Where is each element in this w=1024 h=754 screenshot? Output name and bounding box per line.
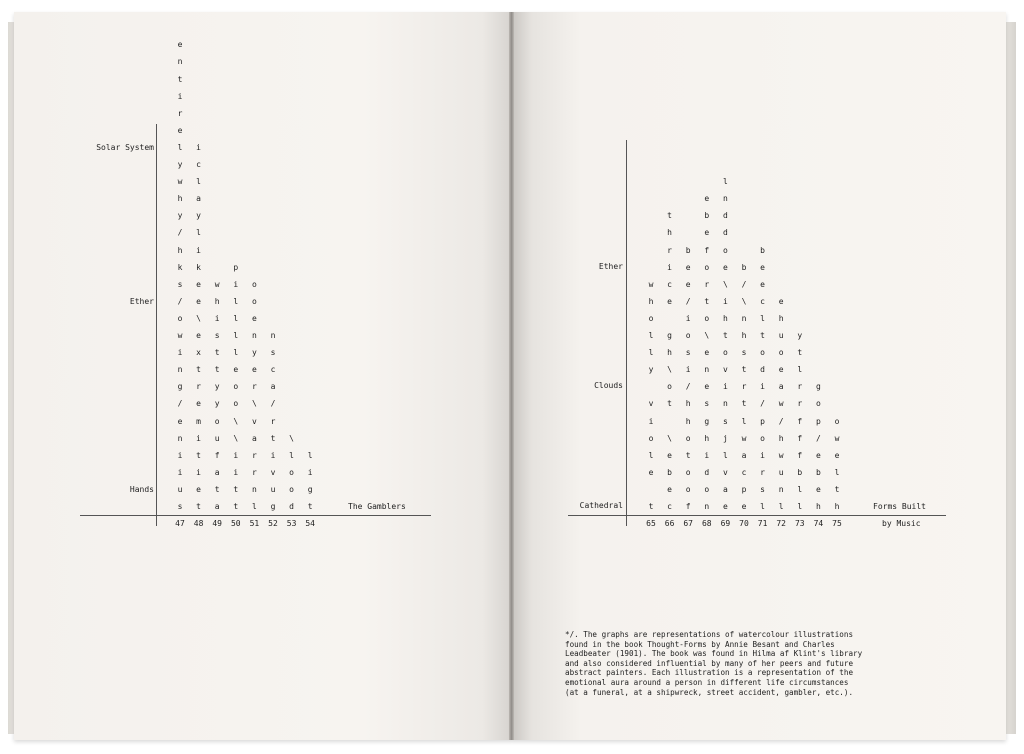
right-graph-letter: o [760, 348, 765, 358]
right-graph-letter: o [685, 467, 691, 477]
left-graph-letter: i [233, 467, 239, 477]
right-graph-letter: o [704, 262, 710, 272]
left-series-name: The Gamblers [348, 502, 406, 511]
right-y-axis [626, 140, 627, 526]
left-graph-letter: l [177, 142, 183, 152]
right-graph-letter: e [704, 348, 710, 358]
footnote: */. The graphs are representations of watercolour illustrations found in the book Thought-Forms by Annie Besant and Charles Leadbeater (1901). The book was found in Hilma af Klint's library and also considered influential by many of her peers and future abstract painters. Each illustration is a representation of the emotional aura around a person in different life circumstances (at a funeral, at a shipwreck, street accident, gambler, etc.). [565, 630, 863, 697]
right-graph-letter: / [778, 416, 784, 426]
left-graph-letter: r [251, 450, 257, 460]
left-graph-letter: \ [196, 313, 201, 323]
left-x-tick-label: 54 [305, 519, 315, 528]
left-graph-letter: d [289, 502, 294, 511]
left-graph-letter: n [177, 433, 183, 443]
right-graph-letter: n [722, 399, 728, 409]
right-graph-letter: u [778, 467, 784, 477]
left-graph-letter: \ [251, 399, 257, 409]
right-graph-letter: p [741, 484, 747, 494]
right-graph-letter: t [741, 399, 747, 409]
left-graph-letter: i [196, 245, 201, 255]
right-x-tick-label: 68 [701, 519, 712, 528]
left-graph-letter: t [196, 502, 201, 511]
right-graph-letter: r [797, 382, 803, 392]
left-graph-letter: s [177, 279, 183, 289]
right-graph-letter: s [760, 484, 765, 494]
right-graph-letter: / [760, 399, 765, 409]
right-graph-letter: c [760, 296, 765, 306]
right-graph-letter: y [797, 331, 803, 340]
right-graph-letter: h [685, 416, 691, 426]
left-graph-letter: m [196, 416, 201, 426]
left-graph-letter: c [196, 160, 201, 169]
right-graph-letter: h [834, 502, 840, 511]
left-graph-letter: y [177, 160, 183, 169]
right-graph-letter: i [722, 382, 728, 392]
right-graph-letter: f [797, 433, 803, 443]
left-graph-letter: l [307, 450, 313, 460]
right-graph-letter: j [722, 433, 728, 443]
right-graph-letter: s [685, 348, 691, 358]
right-graph-letter: l [648, 348, 654, 358]
right-graph-letter: e [704, 228, 710, 238]
left-x-tick-label: 48 [193, 519, 204, 528]
right-graph-letter: h [741, 331, 747, 340]
right-graph-letter: o [722, 245, 728, 255]
left-graph-letter: i [177, 467, 183, 477]
left-graph-letter: y [251, 348, 257, 358]
left-graph-letter: i [196, 467, 201, 477]
right-graph-letter: w [741, 433, 747, 443]
right-y-label: Cathedral [579, 501, 623, 511]
right-graph-letter: e [722, 502, 728, 511]
left-graph-letter: n [251, 331, 257, 340]
left-x-tick-label: 52 [268, 519, 278, 528]
right-graph-letter: e [667, 450, 672, 460]
right-graph-letter: / [815, 433, 821, 443]
left-y-label: Hands [129, 485, 154, 495]
right-graph-letter: l [760, 313, 765, 323]
left-graph-letter: s [270, 348, 276, 358]
right-graph-letter: r [667, 245, 672, 255]
right-graph-letter: l [722, 177, 728, 187]
left-graph-letter: y [177, 211, 183, 221]
right-graph-letter: r [760, 467, 765, 477]
right-graph-letter: h [667, 228, 672, 238]
left-graph-letter: o [289, 467, 294, 477]
left-graph-letter: \ [233, 416, 239, 426]
right-x-tick-label: 71 [757, 519, 768, 528]
right-graph-letter: b [667, 467, 672, 477]
right-graph-letter: l [648, 450, 654, 460]
right-graph-letter: i [667, 262, 672, 272]
right-graph-letter: w [648, 279, 654, 289]
left-graph-letter: n [251, 484, 257, 494]
left-graph-letter: h [177, 245, 183, 255]
left-graph-letter: a [270, 382, 276, 392]
right-graph-letter: b [797, 467, 803, 477]
left-graph-letter: u [177, 484, 183, 494]
left-graph-letter: r [177, 108, 183, 118]
right-graph-letter: w [834, 433, 840, 443]
left-graph-letter: t [196, 450, 201, 460]
left-graph-letter: r [270, 416, 276, 426]
right-graph-letter: r [704, 279, 710, 289]
left-graph-letter: l [196, 228, 201, 238]
left-graph-letter: n [177, 57, 183, 67]
left-graph-letter: u [270, 484, 276, 494]
left-x-tick-label: 47 [175, 519, 185, 528]
left-graph-letter: e [251, 365, 257, 375]
right-graph-letter: r [797, 399, 803, 409]
right-graph-letter: e [667, 296, 672, 306]
right-graph-letter: t [741, 365, 747, 375]
right-graph-letter: v [722, 467, 728, 477]
right-graph-letter: c [741, 467, 747, 477]
right-graph-letter: t [722, 331, 728, 340]
left-graph-letter: w [177, 177, 183, 187]
right-graph-letter: e [685, 262, 691, 272]
right-graph-letter: l [778, 502, 784, 511]
right-graph-letter: o [722, 348, 728, 358]
right-graph-letter: v [722, 365, 728, 375]
left-graph-letter: i [177, 348, 183, 358]
right-y-label: Clouds [594, 381, 623, 391]
left-graph-letter: i [214, 313, 220, 323]
right-graph-letter: s [741, 348, 747, 358]
right-graph-letter: t [797, 348, 803, 358]
left-graph-letter: o [233, 399, 239, 409]
right-graph-letter: h [648, 296, 654, 306]
right-graph-letter: e [685, 279, 691, 289]
left-graph-letter: / [177, 228, 183, 238]
left-x-tick-label: 49 [212, 519, 222, 528]
left-graph-letter: t [270, 433, 276, 443]
right-graph-letter: l [648, 331, 654, 340]
left-graph-letter: a [214, 467, 220, 477]
right-graph-letter: c [667, 502, 672, 511]
right-graph-letter: b [704, 211, 710, 221]
right-graph-letter: l [834, 467, 840, 477]
right-graph-letter: o [760, 433, 765, 443]
right-graph-letter: d [722, 211, 728, 221]
right-series-name-line2: by Music [882, 519, 921, 528]
left-graph-letter: t [214, 365, 220, 375]
right-graph-letter: n [704, 365, 710, 375]
right-graph-letter: g [667, 331, 672, 340]
right-graph-letter: l [760, 502, 765, 511]
left-graph-letter: r [251, 467, 257, 477]
right-graph-letter: i [685, 365, 691, 375]
left-y-label: Solar System [96, 143, 154, 153]
left-y-label: Ether [129, 297, 154, 306]
left-graph-letter: e [177, 125, 183, 135]
right-graph-letter: l [797, 502, 803, 511]
right-graph-letter: l [797, 365, 803, 375]
right-graph-letter: c [667, 279, 672, 289]
left-graph-letter: y [214, 399, 220, 409]
left-graph-letter: e [177, 416, 183, 426]
left-graph-letter: t [233, 484, 239, 494]
left-graph-letter: o [233, 382, 239, 392]
right-graph-letter: t [685, 450, 691, 460]
right-x-tick-label: 66 [664, 519, 675, 528]
left-x-tick-label: 51 [249, 519, 260, 528]
right-graph-letter: y [648, 365, 654, 375]
right-graph-letter: h [778, 433, 784, 443]
right-x-tick-label: 70 [739, 519, 749, 528]
left-graph-letter: l [251, 502, 257, 511]
left-graph-letter: a [196, 194, 201, 204]
left-graph-letter: f [214, 450, 220, 460]
right-graph-letter: i [760, 382, 765, 392]
right-graph-letter: a [722, 484, 728, 494]
right-graph-letter: / [685, 296, 691, 306]
left-graph-letter: o [251, 279, 257, 289]
left-graph-letter: y [196, 211, 201, 221]
left-graph-letter: i [196, 433, 201, 443]
right-graph-letter: \ [722, 279, 728, 289]
right-graph-letter: n [778, 484, 784, 494]
left-graph-letter: t [214, 484, 220, 494]
left-graph-letter: u [214, 433, 220, 443]
left-graph-letter: t [177, 74, 183, 84]
right-graph-letter: v [648, 399, 654, 409]
left-graph-letter: w [177, 331, 183, 340]
right-x-tick-label: 75 [832, 519, 842, 528]
right-graph-letter: b [685, 245, 691, 255]
right-y-label: Ether [598, 261, 623, 271]
right-graph-letter: e [778, 365, 784, 375]
right-graph-letter: o [704, 484, 710, 494]
right-graph-letter: \ [667, 365, 672, 375]
left-graph-letter: a [251, 433, 257, 443]
right-graph-letter: i [722, 296, 728, 306]
left-graph-letter: o [214, 416, 220, 426]
left-graph-letter: r [251, 382, 257, 392]
left-graph-letter: l [233, 296, 239, 306]
left-graph-letter: k [196, 262, 201, 272]
right-graph-letter: n [704, 502, 710, 511]
right-graph-letter: t [834, 484, 840, 494]
right-graph-letter: e [704, 194, 710, 204]
left-graph-letter: n [177, 365, 183, 375]
right-graph-letter: g [815, 382, 821, 392]
right-graph-letter: d [722, 228, 728, 238]
right-graph-letter: o [648, 433, 654, 443]
right-graph-letter: s [704, 399, 710, 409]
right-x-tick-label: 67 [683, 519, 693, 528]
right-x-tick-label: 74 [813, 519, 824, 528]
right-graph-letter: b [815, 467, 821, 477]
right-graph-letter: o [648, 313, 654, 323]
right-graph-letter: e [815, 450, 821, 460]
left-graph-letter: i [177, 91, 183, 101]
right-graph-letter: o [778, 348, 784, 358]
left-graph-letter: h [214, 296, 220, 306]
left-graph-letter: h [177, 194, 183, 204]
left-graph-letter: w [214, 279, 220, 289]
right-graph-letter: \ [667, 433, 672, 443]
left-graph-letter: c [270, 365, 276, 375]
right-graph-letter: b [741, 262, 747, 272]
left-graph-letter: i [196, 142, 201, 152]
right-graph-letter: h [704, 433, 710, 443]
left-x-tick-label: 53 [286, 519, 297, 528]
right-graph-letter: t [704, 296, 710, 306]
right-graph-letter: a [778, 382, 784, 392]
left-graph-letter: s [214, 331, 220, 340]
left-graph-letter: o [289, 484, 294, 494]
right-graph-letter: l [797, 484, 803, 494]
left-graph-letter: s [177, 502, 183, 511]
right-graph-letter: h [722, 313, 728, 323]
right-graph-letter: t [667, 211, 672, 221]
right-graph-letter: h [778, 313, 784, 323]
right-graph-letter: l [741, 416, 747, 426]
left-graph-letter: \ [233, 433, 239, 443]
right-graph-letter: \ [741, 296, 747, 306]
right-graph-letter: i [704, 450, 710, 460]
left-graph-letter: t [214, 348, 220, 358]
left-graph-letter: e [233, 365, 239, 375]
right-graph-letter: i [760, 450, 765, 460]
right-graph-letter: f [797, 450, 803, 460]
right-graph-letter: p [815, 416, 821, 426]
right-graph-letter: g [704, 416, 710, 426]
right-graph-letter: f [704, 245, 710, 255]
right-x-tick-label: 72 [776, 519, 786, 528]
left-graph-letter: e [196, 399, 201, 409]
right-graph-letter: e [648, 467, 654, 477]
right-graph-letter: e [778, 296, 784, 306]
right-graph-letter: f [797, 416, 803, 426]
left-x-tick-label: 50 [230, 519, 241, 528]
right-graph-letter: h [667, 348, 672, 358]
right-graph-letter: i [648, 416, 654, 426]
left-graph-letter: o [251, 296, 257, 306]
right-x-axis [568, 515, 946, 516]
left-graph-letter: p [233, 262, 239, 272]
right-graph-letter: h [815, 502, 821, 511]
left-graph-letter: t [233, 502, 239, 511]
right-graph-letter: o [685, 433, 691, 443]
left-graph-letter: k [177, 262, 183, 272]
left-graph-letter: g [307, 484, 313, 494]
right-graph-letter: w [778, 450, 784, 460]
right-graph-letter: e [815, 484, 821, 494]
left-graph-letter: n [270, 331, 276, 340]
left-graph-letter: g [270, 502, 276, 511]
right-graph-letter: o [667, 382, 672, 392]
right-graph-letter: / [741, 279, 747, 289]
right-graph-letter: s [722, 416, 728, 426]
right-graph-letter: f [685, 502, 691, 511]
left-graph-letter: / [270, 399, 276, 409]
right-graph-letter: b [760, 245, 765, 255]
left-graph-letter: e [196, 331, 201, 340]
left-graph-letter: i [307, 467, 313, 477]
left-graph-letter: / [177, 399, 183, 409]
right-x-tick-label: 73 [794, 519, 805, 528]
right-graph-letter: d [704, 467, 710, 477]
left-graph-letter: v [251, 416, 257, 426]
left-graph-letter: o [177, 313, 183, 323]
right-graph-letter: t [760, 331, 765, 340]
right-graph-letter: e [722, 262, 728, 272]
left-graph-letter: i [177, 450, 183, 460]
left-graph-letter: t [307, 502, 313, 511]
left-graph-letter: \ [289, 433, 294, 443]
left-graph-letter: t [196, 365, 201, 375]
right-graph-letter: n [722, 194, 728, 204]
left-graph-letter: / [177, 296, 183, 306]
right-graph-letter: e [704, 382, 710, 392]
right-graph-letter: u [778, 331, 784, 340]
left-graph-letter: y [214, 382, 220, 392]
left-graph-letter: e [177, 40, 183, 50]
right-graph-letter: e [741, 502, 747, 511]
left-graph-letter: g [177, 382, 183, 392]
left-graph-letter: e [196, 484, 201, 494]
right-graph-letter: t [648, 502, 654, 511]
right-graph-letter: e [667, 484, 672, 494]
left-graph-letter: i [233, 279, 239, 289]
right-graph-letter: / [685, 382, 691, 392]
left-graph-letter: i [233, 450, 239, 460]
right-graph-letter: o [685, 484, 691, 494]
right-series-name: Forms Built [873, 502, 926, 511]
right-x-tick-label: 65 [646, 519, 656, 528]
left-graph-letter: a [214, 502, 220, 511]
right-graph-letter: o [815, 399, 821, 409]
right-graph-letter: r [741, 382, 747, 392]
right-graph-letter: e [760, 279, 765, 289]
right-graph-letter: w [778, 399, 784, 409]
right-graph-letter: d [760, 365, 765, 375]
right-graph-letter: \ [704, 331, 710, 340]
right-graph-letter: i [685, 313, 691, 323]
right-graph-letter: o [834, 416, 840, 426]
right-graph-letter: t [667, 399, 672, 409]
right-graph-letter: a [741, 450, 747, 460]
left-graph-letter: l [233, 331, 239, 340]
left-graph-letter: e [251, 313, 257, 323]
left-graph-letter: l [233, 313, 239, 323]
right-graph-letter: o [704, 313, 710, 323]
right-graph-letter: l [722, 450, 728, 460]
right-graph-letter: n [741, 313, 747, 323]
left-graph-letter: x [196, 348, 201, 358]
right-graph-letter: o [685, 331, 691, 340]
right-graph-letter: p [760, 416, 765, 426]
left-graph-letter: e [196, 279, 201, 289]
right-x-tick-label: 69 [720, 519, 731, 528]
left-graph-letter: e [196, 296, 201, 306]
right-graph-letter: e [834, 450, 840, 460]
left-graph-letter: r [196, 382, 201, 392]
right-graph-letter: h [685, 399, 691, 409]
left-graph-letter: l [233, 348, 239, 358]
left-graph-letter: i [270, 450, 276, 460]
left-graph-letter: v [270, 467, 276, 477]
left-graph-letter: l [196, 177, 201, 187]
left-graph-letter: l [289, 450, 294, 460]
right-graph-letter: e [760, 262, 765, 272]
